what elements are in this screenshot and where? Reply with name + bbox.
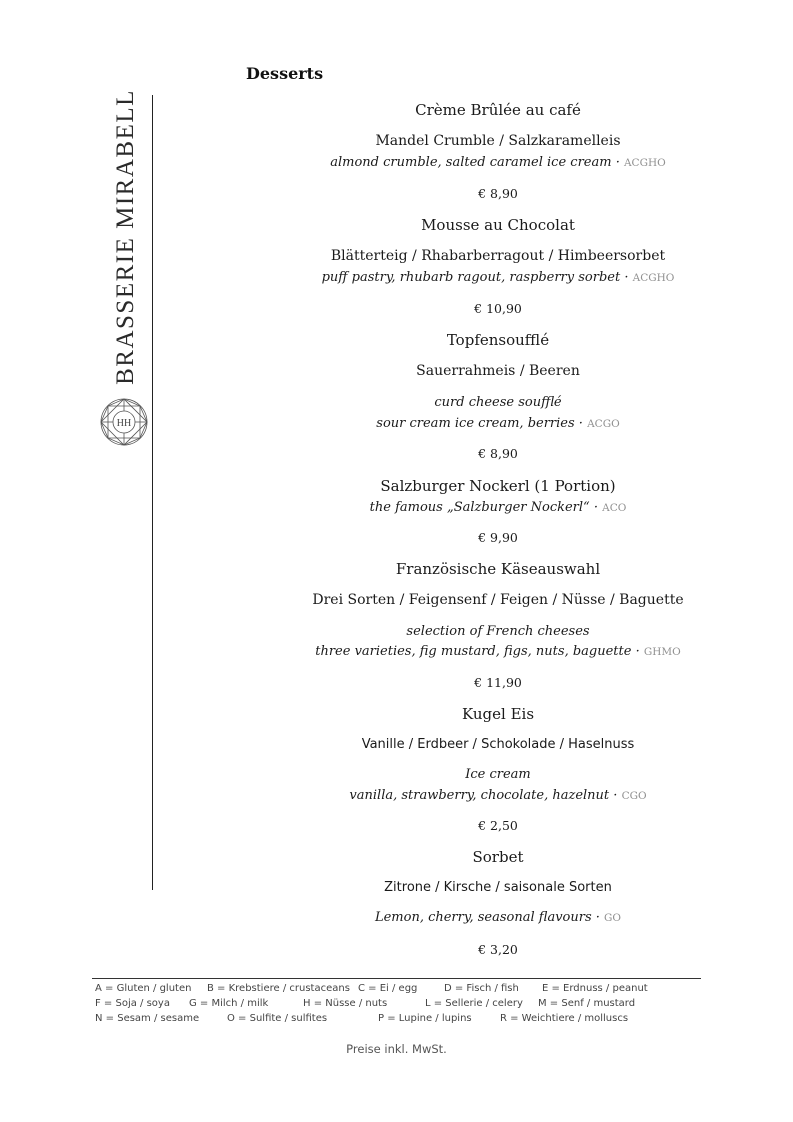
allergen-codes: CGO — [621, 790, 647, 802]
item-description-de: Sauerrahmeis / Beeren — [416, 363, 580, 379]
brand-wordmark — [112, 89, 140, 385]
legend-row — [95, 996, 715, 1011]
item-description-en-title: Ice cream — [465, 767, 531, 782]
allergen-codes: ACGHO — [632, 272, 675, 284]
legend-entry: C = Ei / egg — [358, 983, 418, 994]
legend-entry: G = Milch / milk — [189, 998, 269, 1009]
item-name: Sorbet — [472, 848, 524, 866]
price-note: Preise inkl. MwSt. — [346, 1042, 447, 1056]
legend-entry: R = Weichtiere / molluscs — [500, 1013, 629, 1024]
item-price: € 3,20 — [478, 942, 518, 957]
item-description-en: almond crumble, salted caramel ice cream · ACGHO — [330, 155, 666, 170]
legend-entry: B = Krebstiere / crustaceans — [207, 983, 350, 994]
legend-entry: A = Gluten / gluten — [95, 983, 192, 994]
legend-entry: L = Sellerie / celery — [425, 998, 523, 1009]
category-title: Desserts — [246, 64, 324, 83]
item-description-en-title: curd cheese soufflé — [434, 395, 562, 410]
item-description-en: the famous „Salzburger Nockerl“ · ACO — [369, 500, 627, 515]
item-description-en-title: selection of French cheeses — [406, 624, 590, 639]
legend-entry: D = Fisch / fish — [444, 983, 519, 994]
legend-entry: E = Erdnuss / peanut — [542, 983, 648, 994]
item-description-de: Zitrone / Kirsche / saisonale Sorten — [384, 880, 612, 895]
legend-entry: N = Sesam / sesame — [95, 1013, 200, 1024]
brasserie-logo-icon — [100, 392, 148, 452]
item-name: Französische Käseauswahl — [395, 560, 601, 578]
item-description-en: puff pastry, rhubarb ragout, raspberry sorbet · ACGHO — [321, 270, 675, 285]
item-price: € 11,90 — [474, 675, 522, 690]
item-name: Topfensoufflé — [446, 331, 550, 349]
item-description-en: Lemon, cherry, seasonal flavours · GO — [374, 910, 622, 925]
item-description-en: vanilla, strawberry, chocolate, hazelnut · CGO — [349, 788, 647, 803]
vertical-divider — [152, 95, 153, 890]
legend-entry: F = Soja / soya — [95, 998, 170, 1009]
item-description-de: Blätterteig / Rhabarberragout / Himbeersorbet — [330, 248, 666, 264]
legend-divider — [92, 978, 701, 979]
item-description-en: sour cream ice cream, berries · ACGO — [376, 416, 620, 431]
legend-row — [95, 1011, 715, 1026]
allergen-codes: ACGO — [587, 418, 620, 430]
item-name: Kugel Eis — [461, 705, 535, 723]
item-price: € 8,90 — [478, 446, 518, 461]
allergen-codes: ACO — [602, 502, 627, 514]
allergen-codes: GHMO — [643, 646, 681, 658]
legend-row — [95, 981, 715, 996]
item-name: Salzburger Nockerl (1 Portion) — [380, 477, 616, 495]
allergen-codes: GO — [604, 912, 622, 924]
item-description-de: Drei Sorten / Feigensenf / Feigen / Nüsse / Baguette — [312, 592, 684, 608]
item-description-en: three varieties, fig mustard, figs, nuts, baguette · GHMO — [315, 644, 681, 659]
item-price: € 8,90 — [478, 186, 518, 201]
brand-name: BRASSERIE MIRABELL — [112, 89, 139, 385]
item-description-de: Vanille / Erdbeer / Schokolade / Haselnuss — [361, 737, 635, 752]
legend-entry: P = Lupine / lupins — [378, 1013, 472, 1024]
item-name: Mousse au Chocolat — [421, 216, 575, 234]
item-price: € 10,90 — [474, 301, 522, 316]
legend-entry: H = Nüsse / nuts — [303, 998, 388, 1009]
allergen-legend — [95, 981, 715, 1026]
item-price: € 2,50 — [478, 818, 518, 833]
legend-entry: O = Sulfite / sulfites — [227, 1013, 328, 1024]
item-name: Crème Brûlée au café — [415, 101, 581, 119]
item-description-de: Mandel Crumble / Salzkaramelleis — [375, 133, 621, 149]
item-price: € 9,90 — [478, 530, 518, 545]
legend-entry: M = Senf / mustard — [538, 998, 636, 1009]
allergen-codes: ACGHO — [623, 157, 666, 169]
logo-monogram: HH — [116, 418, 132, 429]
